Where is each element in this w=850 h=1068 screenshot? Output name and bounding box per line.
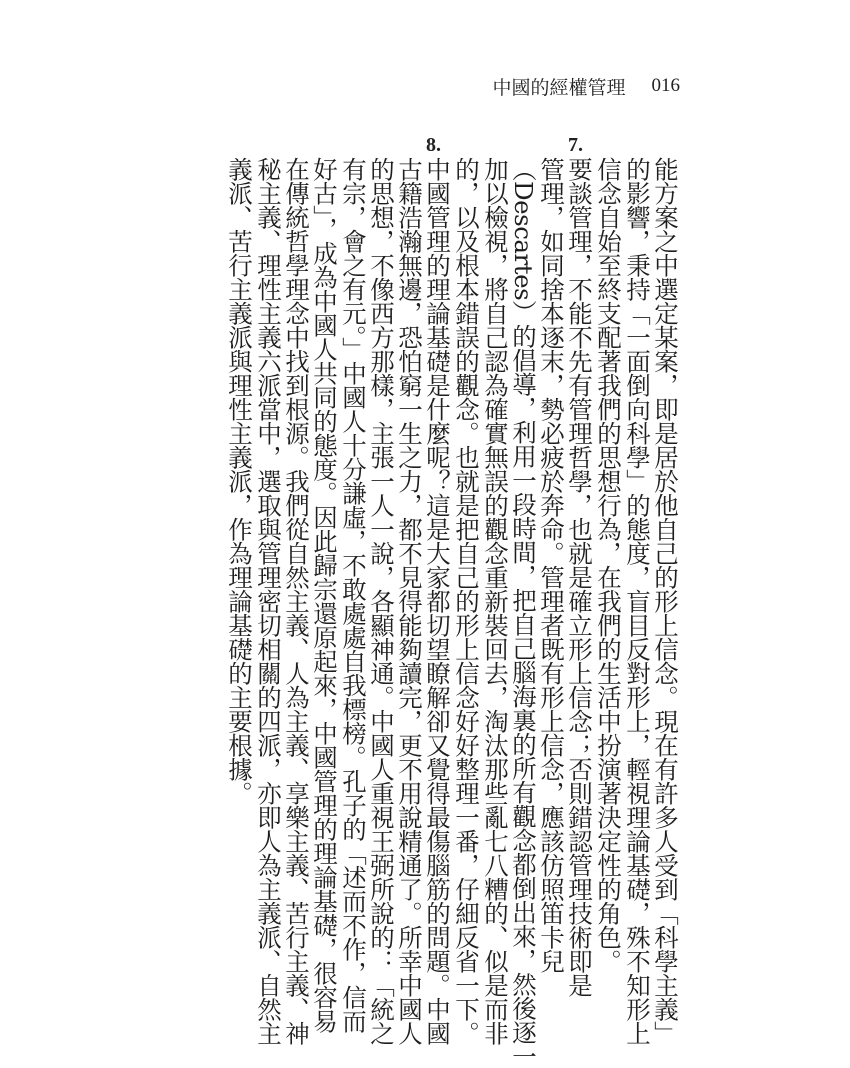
text-line: 管理，如同捨本逐末，勢必疲於奔命。管理者既有形上信念，應該仿照笛卡兒 bbox=[537, 157, 566, 973]
item-number-8: 8. bbox=[426, 134, 441, 156]
text-line: 要談管理，不能不先有管理哲學，也就是確立形上信念；否則錯認管理技術即是 bbox=[565, 157, 594, 997]
text-line: 秘主義、理性主義六派當中，選取與管理密切相關的四派，亦即人為主義派、自然主 bbox=[254, 157, 283, 1045]
text-line: 的影響，秉持「一面倒向科學」的態度，盲目反對形上，輕視理論基礎，殊不知形上 bbox=[623, 157, 652, 1045]
book-title: 中國的經權管理 bbox=[492, 76, 626, 99]
text-line: （Descartes）的倡導，利用一段時間，把自己腦海裏的所有觀念都倒出來，然後逐一 bbox=[509, 157, 538, 1068]
text-line: 能方案之中選定某案，即是居於他自己的形上信念。現在有許多人受到「科學主義」 bbox=[651, 157, 680, 1045]
text-line: 的思想，不像西方那樣，主張一人一說，各顯神通。中國人重視王弼所說的：「統之 bbox=[367, 157, 396, 1045]
text-line: 中國管理的理論基礎是什麼呢？這是大家都切望瞭解卻又覺得最傷腦筋的問題。中國 bbox=[423, 157, 452, 1045]
text-line: 的，以及根本錯誤的觀念。也就是把自己的形上信念好好整理一番，仔細反省一下。 bbox=[452, 157, 481, 1045]
text-line: 加以檢視，將自己認為確實無誤的觀念重新裝回去，淘汰那些亂七八糟的、似是而非 bbox=[481, 157, 510, 1045]
text-line: 信念自始至終支配著我們的思想行為，在我們的生活中扮演著決定性的角色。 bbox=[594, 157, 623, 973]
text-line: 義派、苦行主義派與理性主義派，作為理論基礎的主要根據。 bbox=[225, 157, 254, 805]
text-line: 古籍浩瀚無邊，恐怕窮一生之力，都不見得能夠讀完，更不用說精通了。所幸中國人 bbox=[395, 157, 424, 1045]
running-header bbox=[492, 74, 680, 98]
page-number: 016 bbox=[651, 75, 680, 96]
text-line: 好古」，成為中國人共同的態度。因此歸宗還原起來，中國管理的理論基礎，很容易 bbox=[310, 157, 339, 1033]
text-line: 在傳統哲學理念中找到根源。我們從自然主義、人為主義、享樂主義、苦行主義、神 bbox=[282, 157, 311, 1045]
item-number-7: 7. bbox=[568, 134, 583, 156]
text-line: 有宗，會之有元。」中國人十分謙虛，不敢處處自我標榜。孔子的「述而不作，信而 bbox=[339, 157, 368, 1033]
